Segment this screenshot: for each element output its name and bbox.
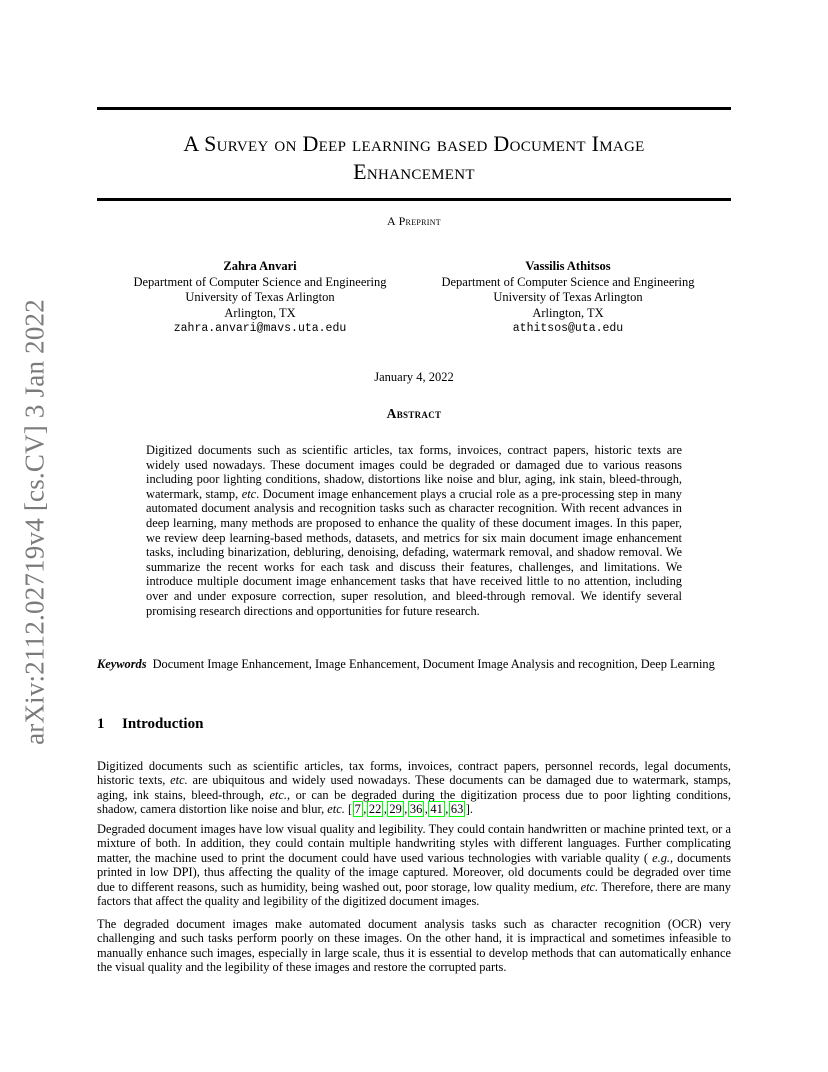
author-block-1 <box>110 259 410 337</box>
paper-title-line-1: A Survey on Deep learning based Document Image <box>183 131 645 156</box>
abstract-text-part-1: Digitized documents such as scientific articles, tax forms, invoices, contract papers, historic texts are widely used nowadays. These document images could be degraded or damaged due to various reasons including poor lighting conditions, shadow, distortions like noise and blur, aging, ink stain, bleed-through, watermark, stamp, <box>146 443 682 501</box>
keywords-line <box>97 657 731 672</box>
paper-title <box>97 130 731 186</box>
citation-link[interactable]: 7 <box>354 802 361 817</box>
title-top-rule <box>97 107 731 110</box>
author-university: University of Texas Arlington <box>493 290 643 304</box>
citation-link[interactable]: 29 <box>389 802 402 817</box>
author-location: Arlington, TX <box>532 305 604 320</box>
author-name: Vassilis Athitsos <box>525 259 611 273</box>
abstract-body <box>146 443 682 618</box>
citation-link[interactable]: 41 <box>430 802 443 817</box>
intro-p2-text-c: Therefore, there are many factors that affect the quality and legibility of the digitized document images. <box>97 879 731 909</box>
author-department: Department of Computer Science and Engineering <box>133 274 387 289</box>
author-name: Zahra Anvari <box>223 259 297 273</box>
citation-link[interactable]: 22 <box>368 802 382 817</box>
intro-paragraph-2 <box>97 822 731 908</box>
author-location: Arlington, TX <box>224 305 296 320</box>
preprint-label: A Preprint <box>386 214 441 228</box>
intro-p1-text-b: are ubiquitous and widely used nowadays. These documents can be damaged due to watermark, stamps, aging, ink stains, bleed-through, <box>97 773 731 802</box>
author-block-2 <box>418 259 718 337</box>
author-email[interactable]: zahra.anvari@mavs.uta.edu <box>173 322 347 335</box>
abstract-heading: Abstract <box>386 406 442 421</box>
abstract-text-part-2: . Document image enhancement plays a crucial role as a pre-processing step in many automated document analysis and recognition tasks such as character recognition. With recent advances in deep learning, many methods are proposed to enhance the quality of these document images. In this paper, we review deep learning-based methods, datasets, and metrics for six main document image enhancement tasks, including binarization, debluring, denoising, defading, watermark removal, and shadow removal. We summarize the recent works for each task and discuss their features, challenges, and limitations. We introduce multiple document image enhancement tasks that have received little to no attention, including over and under exposure correction, super resolution, and bleed-through removal. We identify several promising research directions and opportunities for future research. <box>146 486 682 618</box>
arxiv-identifier-stamp <box>16 292 54 752</box>
citation-link[interactable]: 36 <box>409 802 423 817</box>
intro-p2-text-b: documents printed in low DPI), thus affecting the quality of the image captured. Moreover, old documents could be degraded over time due to different reasons, such as humidity, being washed out, poor storage, low quality medium, <box>97 850 731 894</box>
abstract-etc: etc <box>241 486 257 501</box>
keywords-list: Document Image Enhancement, Image Enhancement, Document Image Analysis and recognition, Deep Learning <box>152 657 715 671</box>
keywords-label: Keywords <box>97 657 147 671</box>
intro-p1-etc-2: etc. <box>269 787 287 802</box>
paper-title-line-2: Enhancement <box>353 159 475 184</box>
citation-group: [ 7 , 22 , 29 , 36 , 41 , 63 ]. <box>347 802 474 817</box>
intro-p1-etc-1: etc. <box>170 773 188 788</box>
intro-p2-eg: e.g., <box>652 850 674 865</box>
author-university: University of Texas Arlington <box>185 290 335 304</box>
intro-p1-text-a: Digitized documents such as scientific articles, tax forms, invoices, contract papers, personnel records, legal documents, historic texts, <box>97 759 731 788</box>
section-title: Introduction <box>122 716 204 732</box>
intro-paragraph-3: The degraded document images make automated document analysis tasks such as character recognition (OCR) very challenging and such tasks perform poorly on these images. On the other hand, it is impractical and sometimes infeasible to manually enhance such images, especially in large scale, thus it is essential to develop methods that can automatically enhance the visual quality and the legibility of these images and restore the corrupted parts. <box>97 917 731 975</box>
intro-paragraph-1 <box>97 759 731 817</box>
publication-date: January 4, 2022 <box>374 370 454 384</box>
section-heading-introduction <box>97 716 203 733</box>
intro-p2-text-a: Degraded document images have low visual quality and legibility. They could contain handwritten or machine printed text, or a mixture of both. In addition, they could contain multiple handwriting styles with different languages. Further complicating matter, the machine used to print the document could have used various technologies with variable quality ( <box>97 822 731 865</box>
title-bottom-rule <box>97 198 731 201</box>
intro-p1-etc-3: etc. <box>327 802 345 817</box>
author-department: Department of Computer Science and Engineering <box>441 274 695 289</box>
author-email[interactable]: athitsos@uta.edu <box>512 322 624 335</box>
intro-p2-etc: etc. <box>580 879 599 894</box>
section-number: 1 <box>97 716 105 732</box>
intro-p1-text-c: , or can be degraded during the digitization process due to poor lighting conditions, shadow, camera distortion like noise and blur, <box>97 787 731 817</box>
arxiv-identifier-text: arXiv:2112.02719v4 [cs.CV] 3 Jan 2022 <box>19 299 50 745</box>
citation-link[interactable]: 63 <box>450 802 464 817</box>
